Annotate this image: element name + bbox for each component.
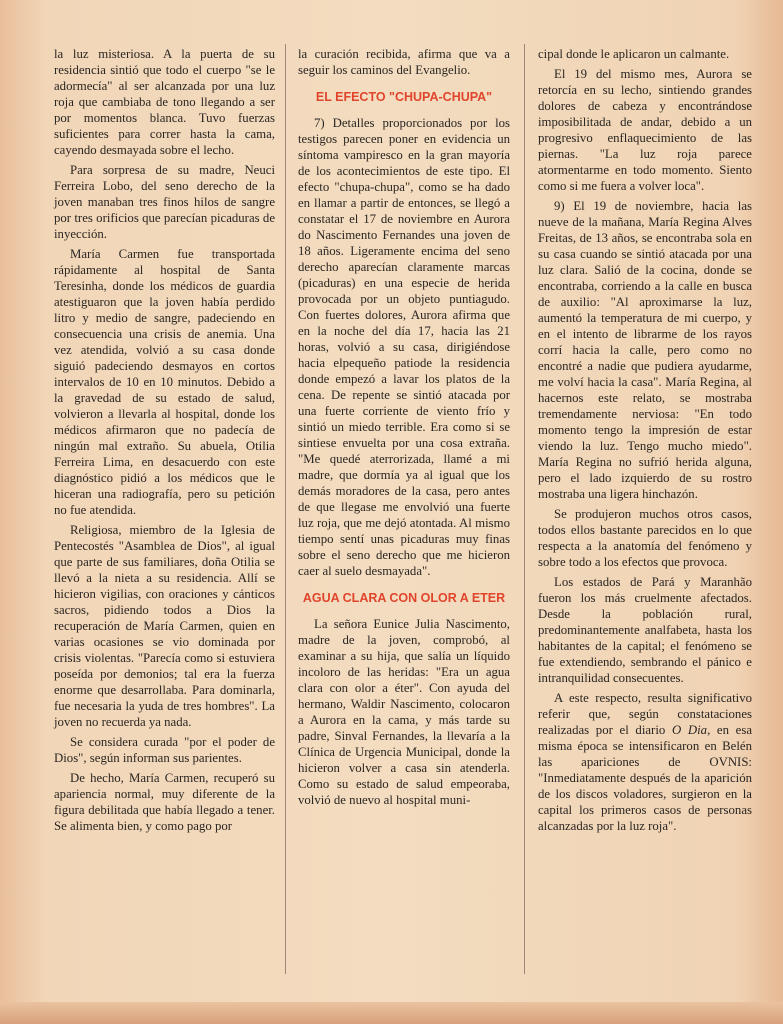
paragraph: La señora Eunice Julia Nascimento, madre de la joven, comprobó, al examinar a su hija, que salía un líquido incoloro de las heridas: "Era un agua clara con olor a éter". Con ayuda del hermano, Waldir Nascimento, colocaron a Aurora en la cama, y más tarde su padre, Sinval Fernandes, la llevaría a la Clínica de Urgencia Municipal, donde la hicieron volver a casa sin atenderla. Como su estado de salud empeoraba, volvió de nuevo al hospital muni- [298, 617, 510, 807]
text-column-2 [298, 46, 510, 812]
paragraph: la luz misteriosa. A la puerta de su residencia sintió que todo el cuerpo "se le adormecía" al ser alcanzada por una luz roja que cambiaba de tono llegando a ser por momentos blanca. Tuvo fuerzas suficientes para correr hasta la cama, cayendo desmayada sobre el lecho. [54, 47, 275, 157]
paragraph: Religiosa, miembro de la Iglesia de Pentecostés "Asamblea de Dios", al igual que parte de sus familiares, doña Otilia se llevó a la nieta a su residencia. Allí se hicieron vigilias, con oraciones y cánticos sacros, pidiendo todos a Dios la recuperación de María Carmen, quien en varias ocasiones se vio dominada por crisis violentas. "Parecía como si estuviera poseída por demonios; tal era la fuerza enorme que desarrollaba. Para dominarla, fue necesaria la yuda de tres hombres". La joven no recuerda ya nada. [54, 523, 275, 729]
paragraph-text: A este respecto, resulta significativo referir que, según constataciones realizadas por el diario [538, 691, 752, 737]
paragraph: Se produjeron muchos otros casos, todos ellos bastante parecidos en lo que respecta a la anatomía del fenómeno y sobre todo a los efectos que provoca. [538, 507, 752, 569]
paragraph: Los estados de Pará y Maranhão fueron los más cruelmente afectados. Desde la población rural, predominantemente analfabeta, hasta los habitantes de la capital; el fenómeno se fue extendiendo, sembrando el pánico e intranquilidad consecuentes. [538, 575, 752, 685]
paragraph: la curación recibida, afirma que va a seguir los caminos del Evangelio. [298, 47, 510, 77]
column-divider [285, 44, 286, 974]
paragraph [538, 690, 752, 834]
page-edge [0, 1002, 783, 1024]
paragraph-text: , en esa misma época se intensificaron en Belén las apariciones de OVNIS: "Inmediatamente después de la aparición de los discos voladores, surgieron en la capital los primeros casos de personas alcanzadas por la luz roja". [538, 723, 753, 833]
text-column-3 [538, 46, 752, 838]
paragraph: Para sorpresa de su madre, Neuci Ferreira Lobo, del seno derecho de la joven manaban tres finos hilos de sangre por tres orificios que parecían picaduras de inyección. [54, 163, 275, 241]
paragraph: Se considera curada "por el poder de Dios", según informan sus parientes. [54, 735, 275, 765]
section-heading: AGUA CLARA CON OLOR A ETER [302, 591, 506, 605]
paragraph: María Carmen fue transportada rápidamente al hospital de Santa Teresinha, donde los médicos de guardia atestiguaron que la joven había perdido litro y medio de sangre, padeciendo en consecuencia una crisis de anemia. Una vez atendida, volvió a su casa donde siguió padeciendo desmayos en cortos intervalos de 10 en 10 minutos. Debido a la gravedad de su estado de salud, volvieron a llevarla al hospital, donde los médicos afirmaron que no padecía de ningún mal extraño. Su abuela, Otilia Ferreira Lima, en desacuerdo con este diagnóstico pidió a los médicos que le hiceran una radiografía, pero su petición no fue atendida. [54, 247, 275, 517]
paragraph: De hecho, María Carmen, recuperó su apariencia normal, muy diferente de la figura debilitada que había llegado a tener. Se alimenta bien, y como pago por [54, 771, 275, 833]
paragraph: 7) Detalles proporcionados por los testigos parecen poner en evidencia un síntoma vampiresco en la gran mayoría de los acontecimientos de este tipo. El efecto "chupa-chupa", como se ha dado en llamar a partir de entonces, se llegó a constatar el 17 de noviembre en Aurora do Nascimento Fernandes una joven de 18 años. Ligeramente encima del seno derecho aparecían claramente marcas (picaduras) en una especie de herida provocada por un objeto puntiagudo. Con fuertes dolores, Aurora afirma que en la noche del día 17, hacia las 21 horas, volvió a su casa, dirigiéndose hacia elpequeño patiode la residencia donde empezó a lavar los platos de la cena. De repente se sintió atacada por una fuerte corriente de viento frío y sintió un miedo terrible. Era como si se sintiese envuelta por una cosa extraña. "Me quedé aterrorizada, llamé a mi madre, que dormía ya al igual que los demás moradores de la casa, pero antes de que llegase me envolvió una fuerte luz roja, que me dejó atontada. Al mismo tiempo sentí unas picaduras muy finas sobre el seno derecho que me hicieron caer al suelo desmayada". [298, 116, 510, 578]
paragraph: cipal donde le aplicaron un calmante. [538, 47, 730, 61]
paragraph: 9) El 19 de noviembre, hacia las nueve de la mañana, María Regina Alves Freitas, de 13 años, se encontraba sola en su casa cuando se sintió atacada por una luz clara. Salió de la cocina, donde se encontraba, corriendo a la calle en busca de auxilio: "Al aproximarse la luz, aumentó la temperatura de mi cuerpo, y en el intento de librarme de los rayos corrí hacia la calle, pero como no encontré a nadie que pudiera ayudarme, me volví hacia la casa". María Regina, al hacernos este relato, se mostraba tremendamente nerviosa: "En todo momento tengo la impresión de estar viendo la luz. Tengo mucho miedo". María Regina no sufrió herida alguna, pero el lado izquierdo de su rostro mostraba una ligera hinchazón. [538, 199, 752, 501]
column-divider [524, 44, 525, 974]
section-heading: EL EFECTO "CHUPA-CHUPA" [315, 90, 493, 104]
newspaper-name: O Dia [671, 723, 708, 737]
text-column-1 [54, 46, 275, 838]
paragraph: El 19 del mismo mes, Aurora se retorcía en su lecho, sintiendo grandes dolores de cabeza y encontrándose imposibilitada de andar, debido a un progresivo enflaquecimiento de las piernas. "La luz roja parece atormentarme en todo momento. Siento como si me fuera a volver loca". [538, 67, 752, 193]
